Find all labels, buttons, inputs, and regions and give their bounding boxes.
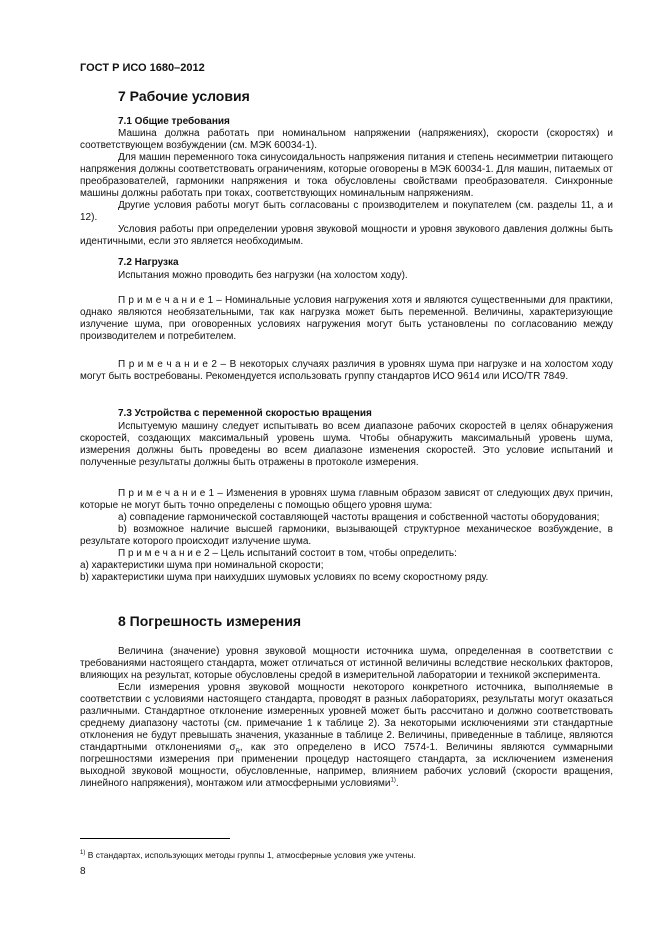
footnote	[80, 850, 416, 860]
section-7-2-title: 7.2 Нагрузка	[118, 257, 179, 268]
paragraph-part: , как это определено в ИСО 7574-1. Величины являются суммарными погрешностями измерения при применении процедур настоящего стандарта, за исключением изменения выходной звуковой мощности, обусловленные, например, влиянием рабочих условий (скорости вращения, линейного напряжения), монтажом или атмосферными условиями	[80, 742, 613, 789]
paragraph: Условия работы при определении уровня звуковой мощности и уровня звукового давления должны быть идентичными, если это является необходимым.	[80, 224, 613, 247]
section-7-1-body	[80, 128, 613, 248]
note-label: П р и м е ч а н и е	[118, 359, 208, 370]
paragraph	[80, 682, 613, 790]
document-header: ГОСТ Р ИСО 1680–2012	[80, 62, 205, 74]
note-text: 1 – Номинальные условия нагружения хотя и являются существенными для практики, однако являются необязательными, так как нагрузка может быть переменной. Величины, характеризующие излучение шума, при оговоренных условиях нагружения могут быть установлены по согласованию между производителем и потребителем.	[80, 295, 613, 342]
section-7-3-notes	[80, 488, 613, 584]
note-label: П р и м е ч а н и е	[118, 488, 206, 499]
list-item: b) характеристики шума при наихудших шумовых условиях по всему скоростному ряду.	[80, 572, 489, 583]
section-7-3-title: 7.3 Устройства с переменной скоростью вращения	[118, 408, 372, 419]
list-item: b) возможное наличие высшей гармоники, вызывающей структурное механическое возбуждение, в результате которого происходит излучение шума.	[80, 524, 613, 547]
paragraph: Другие условия работы могут быть согласованы с производителем и покупателем (см. разделы 11, а и 12).	[80, 200, 613, 223]
note-label: П р и м е ч а н и е	[118, 548, 202, 559]
paragraph: Испытания можно проводить без нагрузки (на холостом ходу).	[118, 270, 408, 281]
section-7-2-note-1	[80, 295, 613, 343]
paragraph: Величина (значение) уровня звуковой мощности источника шума, определенная в соответствии с требованиями настоящего стандарта, может отличаться от истинной величины вследствие нескольких факторов, влияющих на результат, которые обусловлены средой в измерительной лаборатории и техникой эксперимента.	[80, 646, 613, 681]
paragraph: Испытуемую машину следует испытывать во всем диапазоне рабочих скоростей в целях обнаружения скоростей, создающих максимальный уровень шума. Чтобы обнаружить максимальный уровень шума, измерения должны быть проведены во всем диапазоне изменения скоростей. Это условие испытаний и полученные результаты должны быть отражены в протоколе измерения.	[80, 421, 613, 468]
section-8-title: 8 Погрешность измерения	[118, 613, 302, 629]
paragraph: Машина должна работать при номинальном напряжении (напряжениях), скорости (скоростях) и соответствующем возбуждении (см. МЭК 60034-1).	[80, 128, 613, 151]
footnote-divider	[80, 838, 230, 839]
section-7-3-body	[80, 421, 613, 469]
section-7-2-note-2	[80, 359, 613, 383]
note-text: 2 – В некоторых случаях различия в уровнях шума при нагрузке и на холостом ходу могут быть востребованы. Рекомендуется использовать группу стандартов ИСО 9614 или ИСО/TR 7849.	[80, 359, 613, 382]
footnote-text: В стандартах, использующих методы группы 1, атмосферные условия уже учтены.	[85, 850, 416, 860]
note-text: 1 – Изменения в уровнях шума главным образом зависят от следующих двух причин, которые не могут быть точно определены с помощью общего уровня шума:	[80, 488, 613, 511]
sigma-subscript: R	[235, 749, 240, 755]
note-label: П р и м е ч а н и е	[118, 295, 205, 306]
page-number: 8	[80, 866, 86, 877]
paragraph-part: .	[395, 778, 399, 789]
footnote-mark: 1)	[80, 850, 86, 857]
list-item: а) характеристики шума при номинальной скорости;	[80, 560, 324, 571]
section-7-2-body	[80, 270, 613, 282]
footnote-ref: 1)	[390, 777, 396, 784]
paragraph-part: Если измерения уровня звуковой мощности некоторого конкретного источника, выполняемые в соответствии с условиями настоящего стандарта, проводят в разных лабораториях, результаты могут оказаться различными. Стандартное отклонение измеренных уровней может быть рассчитано и должно соответствовать среднему диапазону частоты (см. примечание 1 к таблице 2). За некоторыми исключениями эти стандартные отклонения не будут превышать значения, указанные в таблице 2. Величины, приведенные в таблице, являются стандартными отклонениями σ	[80, 682, 613, 753]
section-7-1-title: 7.1 Общие требования	[118, 116, 230, 127]
note-text: 2 – Цель испытаний состоит в том, чтобы определить:	[201, 548, 457, 559]
section-8-body	[80, 646, 613, 790]
section-7-title: 7 Рабочие условия	[118, 88, 250, 104]
list-item: а) совпадение гармонической составляющей частоты вращения и собственной частоты оборудования;	[118, 512, 600, 523]
paragraph: Для машин переменного тока синусоидальность напряжения питания и степень несимметрии питающего напряжения должны соответствовать ограничениям, которые оговорены в МЭК 60034-1. Для машин, питаемых от преобразователей, гармоники напряжения и тока обусловлены свойствами преобразователя. Синхронные машины должны работать при токах, соответствующих номинальным напряжениям.	[80, 152, 613, 199]
